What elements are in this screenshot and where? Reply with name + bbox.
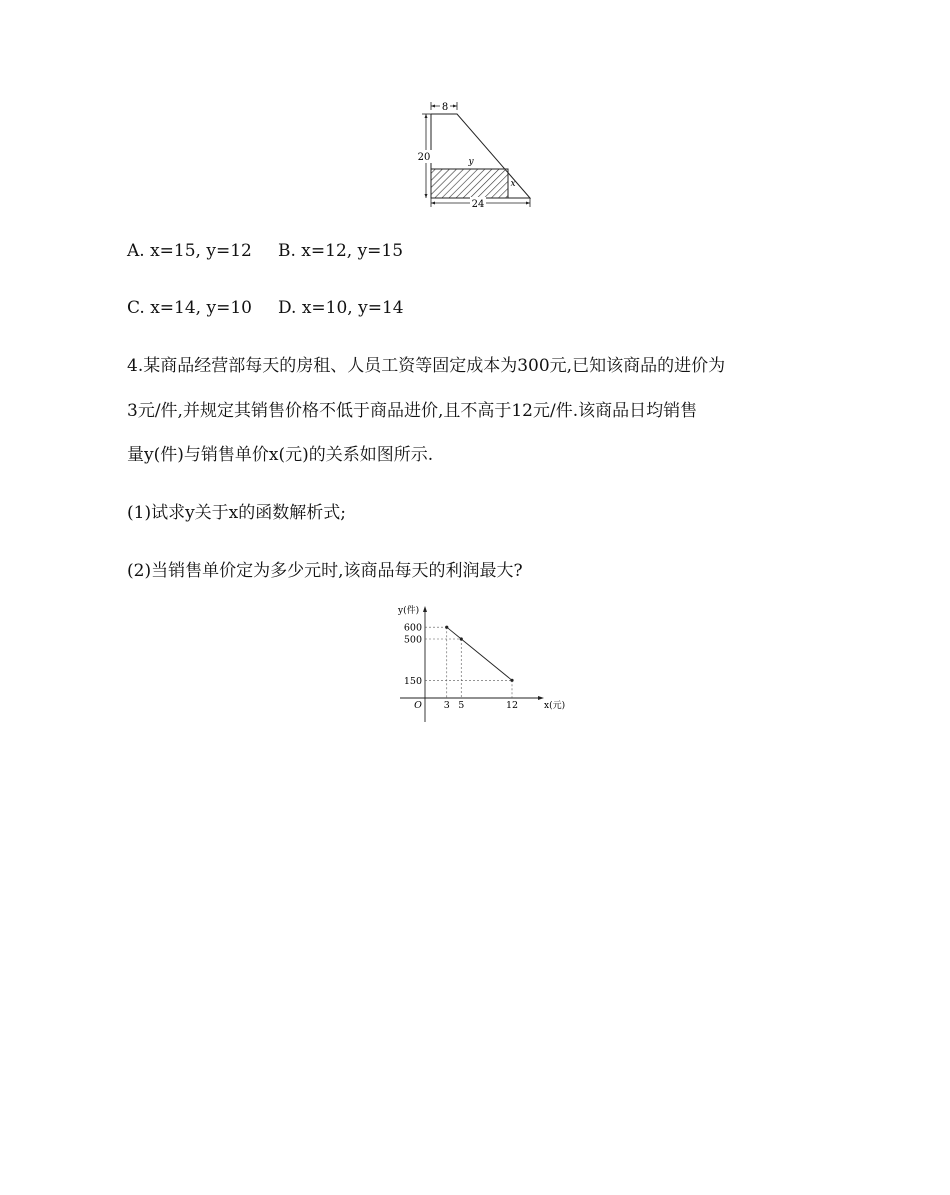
y-axis-arrow xyxy=(423,606,427,612)
y-tick-label: 500 xyxy=(403,634,422,646)
option-a: A. x=15, y=12 xyxy=(127,241,252,261)
data-point xyxy=(445,626,448,629)
problem-4-line-3: 量y(件)与销售单价x(元)的关系如图所示. xyxy=(127,445,434,465)
y-axis-label: y(件) xyxy=(398,606,420,616)
option-d: D. x=10, y=14 xyxy=(278,298,404,318)
question-2: (2)当销售单价定为多少元时,该商品每天的利润最大? xyxy=(127,561,523,581)
data-point xyxy=(510,679,513,682)
x-axis-label: x(元) xyxy=(544,701,566,711)
dimension-label-20: 20 xyxy=(417,152,431,163)
problem-4-line-2: 3元/件,并规定其销售价格不低于商品进价,且不高于12元/件.该商品日均销售 xyxy=(127,401,698,421)
y-tick-label: 600 xyxy=(403,622,422,634)
problem-4-line-1: 4.某商品经营部每天的房租、人员工资等固定成本为300元,已知该商品的进价为 xyxy=(127,356,726,376)
dimension-label-24: 24 xyxy=(471,199,485,210)
shaded-rectangle xyxy=(431,169,508,198)
x-tick-label: 5 xyxy=(458,700,465,711)
option-c: C. x=14, y=10 xyxy=(127,298,252,318)
question-1: (1)试求y关于x的函数解析式; xyxy=(127,503,346,523)
x-axis-arrow xyxy=(538,696,544,700)
data-point xyxy=(460,637,463,640)
series-line xyxy=(447,627,512,680)
x-tick-label: 3 xyxy=(443,700,450,711)
rect-height-label: x xyxy=(510,179,516,189)
origin-label: O xyxy=(414,700,422,711)
y-tick-label: 150 xyxy=(403,675,422,687)
price-sales-chart xyxy=(386,600,566,728)
trapezoid-figure xyxy=(410,95,550,215)
dimension-label-8: 8 xyxy=(441,102,449,113)
x-tick-label: 12 xyxy=(505,700,519,711)
rect-width-label: y xyxy=(468,157,474,167)
option-b: B. x=12, y=15 xyxy=(278,241,404,261)
